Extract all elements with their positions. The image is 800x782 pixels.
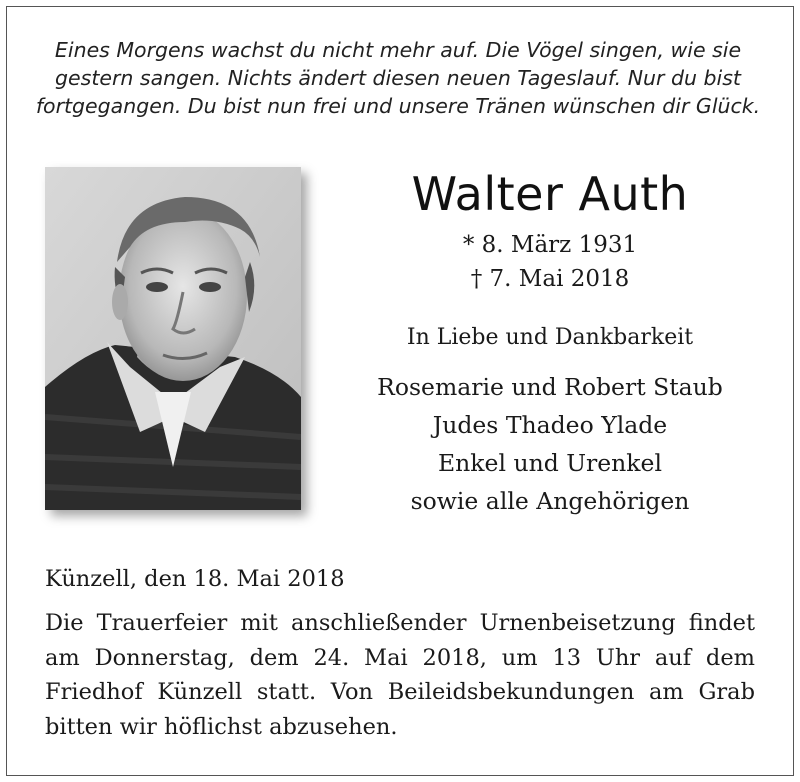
dedication-line: In Liebe und Dankbarkeit (406, 325, 694, 350)
ceremony-details: Die Trauerfeier mit anschließender Urnenbeisetzung findet am Donnerstag, dem 24. Mai 2018, um 13 Uhr auf dem Friedhof Künzell statt. Von Beileidsbekundungen am Grab bitten wir höflichst abzusehen. (45, 610, 755, 740)
mourner-entry: Judes Thadeo Ylade (432, 411, 668, 439)
poem-line: gestern sangen. Nichts ändert diesen neuen Tageslauf. Nur du bist (55, 66, 741, 90)
mourner-entry: sowie alle Angehörigen (410, 487, 690, 515)
memorial-poem (20, 36, 776, 120)
birth-date: * 8. März 1931 (462, 232, 638, 258)
poem-line: fortgegangen. Du bist nun frei und unsere Tränen wünschen dir Glück. (35, 94, 761, 118)
mourner-entry: Rosemarie und Robert Staub (377, 373, 723, 401)
portrait-image (45, 167, 301, 510)
poem-line: Eines Morgens wachst du nicht mehr auf. Die Vögel singen, wie sie (54, 38, 742, 62)
deceased-name: Walter Auth (411, 167, 689, 221)
life-dates (340, 228, 760, 296)
death-date: † 7. Mai 2018 (470, 266, 630, 292)
mourner-entry: Enkel und Urenkel (438, 449, 662, 477)
portrait-photo (45, 167, 301, 510)
place-and-date: Künzell, den 18. Mai 2018 (45, 566, 345, 592)
mourners-list (340, 368, 760, 520)
